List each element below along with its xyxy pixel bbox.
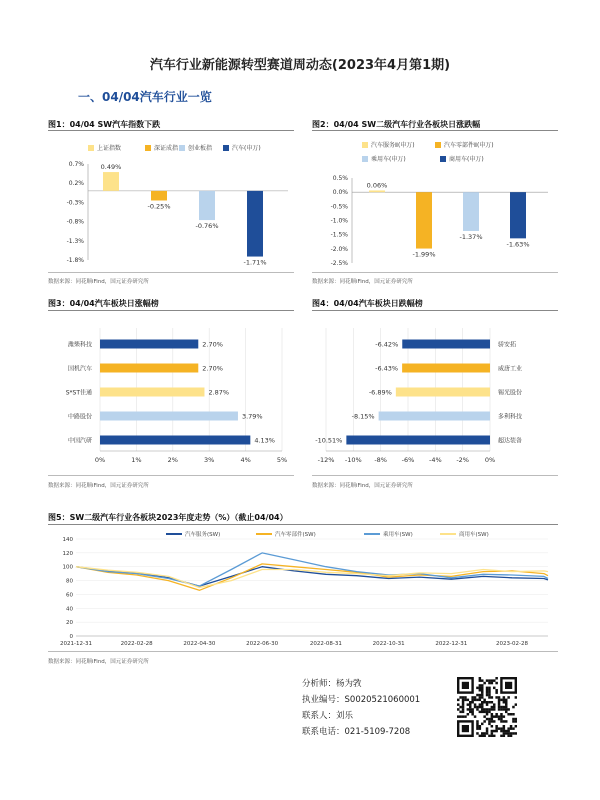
fig5-legend-label: 乘用车(SW) [383,532,413,538]
fig2-value-label: -1.99% [412,250,436,259]
fig2-ytick: -1.0% [330,217,348,225]
fig4-value-label: -6.89% [368,388,392,397]
fig3-xtick: 4% [240,456,251,464]
fig3-value-label: 2.70% [202,340,223,349]
fig1-value-label: 0.49% [100,163,122,172]
fig4-bar [346,436,490,445]
fig3-xtick: 3% [204,456,215,464]
fig4-value-label: -10.51% [315,436,343,445]
fig5-legend-label: 汽车零部件(SW) [275,532,316,538]
fig3-xtick: 5% [276,456,288,464]
fig5-xtick: 2022-02-28 [120,641,153,647]
contact-block [302,677,420,741]
fig1-bottom-rule [48,272,294,273]
fig2-legend-swatch [440,156,446,162]
fig4-xtick: 0% [484,456,496,464]
fig1-legend-swatch [145,145,151,151]
fig5-top-rule [48,524,558,525]
analyst-row [302,677,420,693]
fig5-legend-label: 汽车服务(SW) [185,532,221,538]
fig2-bar [416,192,432,248]
license-row [302,693,420,709]
fig3-top-rule [48,310,294,311]
fig2-bar [369,190,385,192]
fig2-legend-swatch [435,142,441,148]
fig4-xtick: -8% [374,456,388,464]
fig1-bar [103,172,119,191]
fig1-bar [247,191,263,257]
fig3-category-label: 中国汽研 [67,437,92,445]
fig3-xtick: 1% [131,456,142,464]
fig3-category-label: S*ST佳通 [65,389,92,397]
fig1-legend-label: 创业板指 [188,145,213,152]
fig1-value-label: -0.76% [195,222,219,231]
fig2-value-label: -1.63% [506,240,530,249]
fig2-top-rule [312,130,558,131]
fig2-value-label: 0.06% [366,181,388,190]
fig2-legend-label: 乘用车(申万) [371,156,406,163]
fig2-bottom-rule [312,272,558,273]
fig2-bars [367,181,530,258]
fig3-category-label: 中路股份 [67,413,92,421]
analyst-label: 分析师： [302,679,337,689]
fig5-xtick: 2021-12-31 [60,641,92,647]
fig1-legend-swatch [88,145,94,151]
fig4-source: 数据来源：同花顺iFind，国元证券研究所 [312,483,413,489]
fig5-ytick: 140 [62,537,73,543]
fig4-value-label: -6.43% [375,364,399,373]
fig4-category-label: 多利科技 [498,413,523,421]
contact-row [302,709,420,725]
fig5-ytick: 40 [66,606,73,613]
fig2-source: 数据来源：同花顺iFind，国元证券研究所 [312,279,413,285]
fig1-legend [88,144,261,152]
phone-row [302,725,420,741]
fig2-chart [312,132,558,272]
fig2-bar [463,192,479,231]
fig2-ytick: 0.5% [332,175,348,182]
fig3-bar [100,436,250,445]
fig1-ytick: -1.8% [66,257,84,264]
fig3-bar [100,388,204,397]
fig5-ytick: 100 [62,564,73,571]
fig3-source: 数据来源：同花顺iFind，国元证券研究所 [48,483,149,489]
fig2-bar [510,192,526,238]
analyst-name: 杨为敩 [336,679,362,689]
fig2-ytick: 0.0% [332,189,348,197]
fig1-ytick: 0.2% [68,180,84,188]
fig1-legend-swatch [223,145,229,151]
fig4-top-rule [312,310,558,311]
phone-label: 联系电话： [302,727,345,737]
fig4-bars [315,340,522,445]
fig1-legend-label: 上证指数 [97,145,122,152]
fig5-lines [76,553,548,590]
section-heading: 一、04/04汽车行业一览 [78,90,212,104]
fig5-ytick: 120 [62,550,73,557]
fig4-title: 图4：04/04汽车板块日跌幅榜 [312,299,423,308]
fig5-ytick: 20 [66,620,73,627]
fig2-legend-label: 汽车服务Ⅱ(申万) [371,142,415,149]
fig3-value-label: 3.79% [241,412,263,421]
fig5-source: 数据来源：同花顺iFind，国元证券研究所 [48,659,149,665]
fig1-ytick: -0.3% [66,199,84,207]
fig5-xtick: 2023-02-28 [496,641,528,647]
qr-code-icon [457,677,517,737]
fig1-legend-swatch [179,145,185,151]
fig4-category-label: 骄安拓 [498,341,517,349]
fig2-value-label: -1.37% [459,232,483,241]
fig3-value-label: 2.87% [208,388,230,397]
contact-name: 刘乐 [336,711,354,721]
fig2-legend-swatch [362,156,368,162]
fig4-xtick: -12% [317,456,335,464]
fig1-ytick: -0.8% [66,218,84,226]
fig4-value-label: -8.15% [351,412,375,421]
fig1-bars [101,163,267,266]
fig5-legend [166,530,489,538]
fig3-bars [66,340,275,445]
fig2-ytick: -2.5% [330,260,348,267]
fig1-ytick: 0.7% [68,161,84,168]
fig2-ytick: -1.5% [330,231,348,239]
fig1-source: 数据来源：同花顺iFind，国元证券研究所 [48,279,149,285]
fig4-xtick: -4% [428,456,442,464]
fig1-legend-label: 深证成指 [154,145,179,152]
fig1-ytick: -1.3% [66,237,84,245]
fig3-bottom-rule [48,475,294,476]
fig5-axes [60,537,548,647]
fig3-value-label: 2.70% [202,364,223,373]
contact-label: 联系人： [302,711,337,721]
fig5-series-line [76,553,548,586]
fig1-title: 图1：04/04 SW汽车指数下跌 [48,120,161,129]
fig4-category-label: 威唐工业 [498,365,523,373]
fig1-value-label: -0.25% [147,202,171,211]
fig5-ytick: 80 [66,578,73,585]
fig1-value-label: -1.71% [243,258,267,267]
fig4-category-label: 锡光股份 [498,389,523,397]
fig5-xtick: 2022-10-31 [372,641,405,647]
document-title: 汽车行业新能源转型赛道周动态(2023年4月第1期) [149,58,451,73]
fig2-legend-swatch [362,142,368,148]
fig2-ytick: -0.5% [330,203,348,211]
fig4-xtick: -2% [456,456,470,464]
fig4-value-label: -6.42% [375,340,399,349]
fig5-bottom-rule [48,651,558,652]
fig5-xtick: 2022-04-30 [183,641,216,647]
fig4-bar [396,388,490,397]
fig3-xtick: 0% [94,456,106,464]
fig4-bar [402,364,490,373]
fig3-value-label: 4.13% [254,436,275,445]
fig5-xtick: 2022-08-31 [309,641,342,647]
phone-value: 021-5109-7208 [344,727,411,737]
license-label: 执业编号： [302,695,345,705]
fig2-ytick: -2.0% [330,245,348,253]
fig2-legend [362,141,494,163]
fig5-ytick: 0 [69,634,73,640]
fig3-category-label: 国机汽车 [67,365,92,373]
fig3-title: 图3：04/04汽车板块日涨幅榜 [48,299,159,308]
fig2-title: 图2：04/04 SW二级汽车行业各板块日涨跌幅 [312,120,481,129]
fig3-category-label: 潍柴科技 [67,341,92,349]
fig5-xtick: 2022-12-31 [435,641,468,647]
fig1-bar [151,191,167,201]
fig2-legend-label: 商用车(申万) [449,156,484,163]
fig5-ytick: 60 [66,592,73,599]
fig1-bar [199,191,215,220]
fig3-chart [48,314,294,474]
fig5-xtick: 2022-06-30 [246,641,279,647]
license-value: S0020521060001 [344,695,421,705]
fig4-bottom-rule [312,475,558,476]
fig5-title: 图5：SW二级汽车行业各板块2023年度走势（%）（截止04/04） [48,513,288,522]
fig1-legend-label: 汽车(申万) [232,145,261,152]
fig3-bar [100,364,198,373]
fig3-bar [100,412,238,421]
fig5-legend-label: 商用车(SW) [459,532,489,538]
fig4-xtick: -6% [401,456,415,464]
fig4-xtick: -10% [344,456,362,464]
fig3-xtick: 2% [167,456,178,464]
fig1-chart [48,132,294,272]
fig4-chart [312,314,558,474]
fig4-category-label: 超达装备 [498,437,523,445]
fig1-top-rule [48,130,294,131]
fig4-bar [402,340,490,349]
fig5-chart [48,526,558,650]
fig4-bar [379,412,490,421]
fig3-bar [100,340,198,349]
fig2-legend-label: 汽车零部件Ⅱ(申万) [444,142,494,149]
